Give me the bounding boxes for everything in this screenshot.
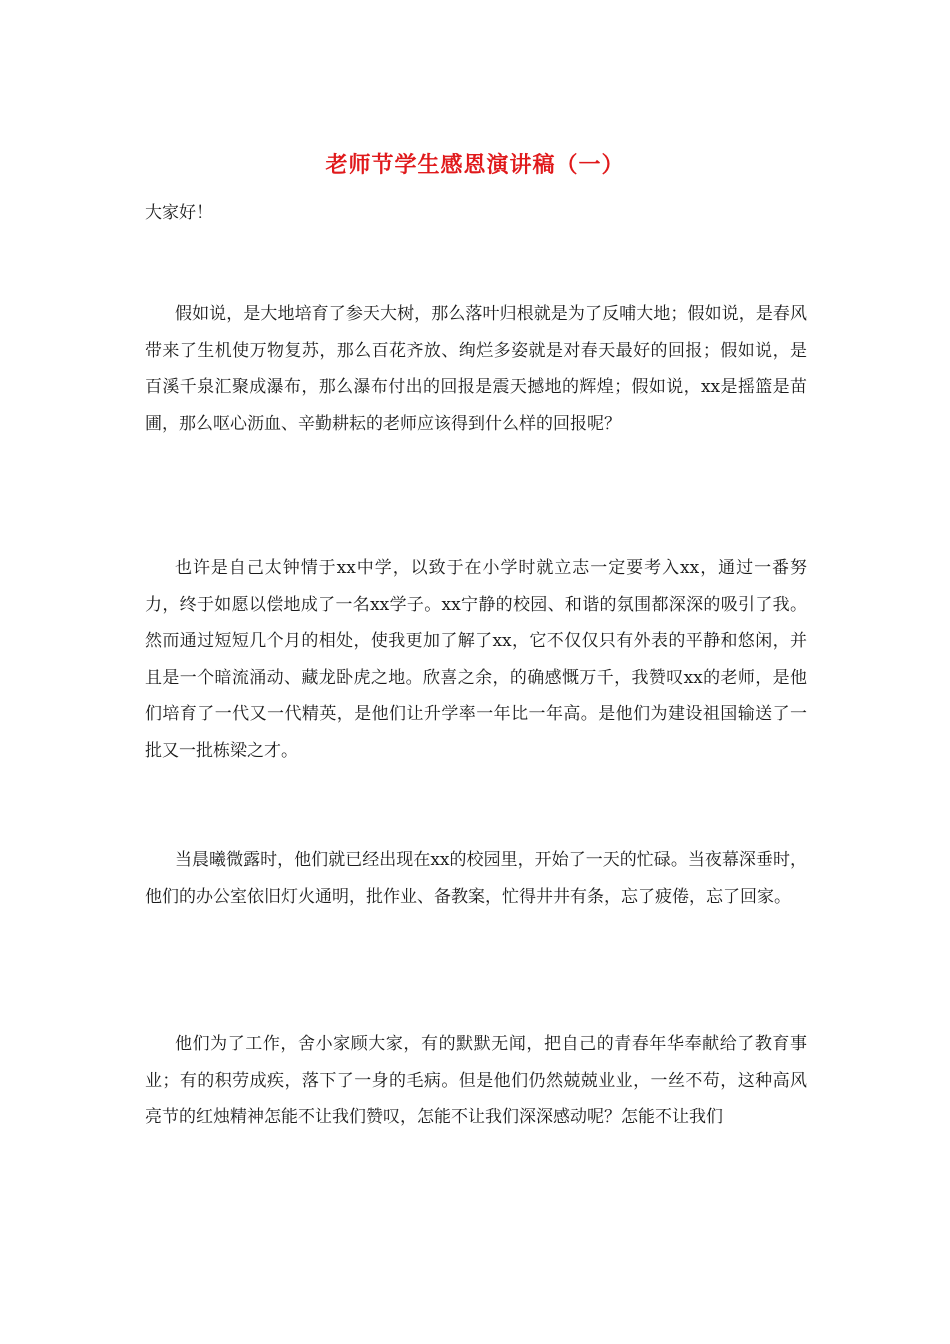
paragraph-1: 假如说，是大地培育了参天大树，那么落叶归根就是为了反哺大地；假如说，是春风带来了生机使万物复苏，那么百花齐放、绚烂多姿就是对春天最好的回报；假如说，是百溪千泉汇聚成瀑布，那么瀑布付出的回报是震天撼地的辉煌；假如说，xx是摇篮是苗圃，那么呕心沥血、辛勤耕耘的老师应该得到什么样的回报呢？ <box>145 304 807 434</box>
paragraph-4: 他们为了工作，舍小家顾大家，有的默默无闻，把自己的青春年华奉献给了教育事业；有的积劳成疾，落下了一身的毛病。但是他们仍然兢兢业业，一丝不苟，这种高风亮节的红烛精神怎能不让我们赞叹，怎能不让我们深深感动呢？怎能不让我们 <box>145 1034 807 1127</box>
paragraph-2: 也许是自己太钟情于xx中学，以致于在小学时就立志一定要考入xx，通过一番努力，终于如愿以偿地成了一名xx学子。xx宁静的校园、和谐的氛围都深深的吸引了我。然而通过短短几个月的相处，使我更加了解了xx，它不仅仅只有外表的平静和悠闲，并且是一个暗流涌动、藏龙卧虎之地。欣喜之余，的确感慨万千，我赞叹xx的老师，是他们培育了一代又一代精英，是他们让升学率一年比一年高。是他们为建设祖国输送了一批又一批栋梁之才。 <box>145 558 807 761</box>
greeting-text: 大家好！ <box>145 203 213 223</box>
document-title: 老师节学生感恩演讲稿（一） <box>325 152 625 178</box>
paragraph-3: 当晨曦微露时，他们就已经出现在xx的校园里，开始了一天的忙碌。当夜幕深垂时，他们的办公室依旧灯火通明，批作业、备教案，忙得井井有条，忘了疲倦，忘了回家。 <box>145 850 807 907</box>
